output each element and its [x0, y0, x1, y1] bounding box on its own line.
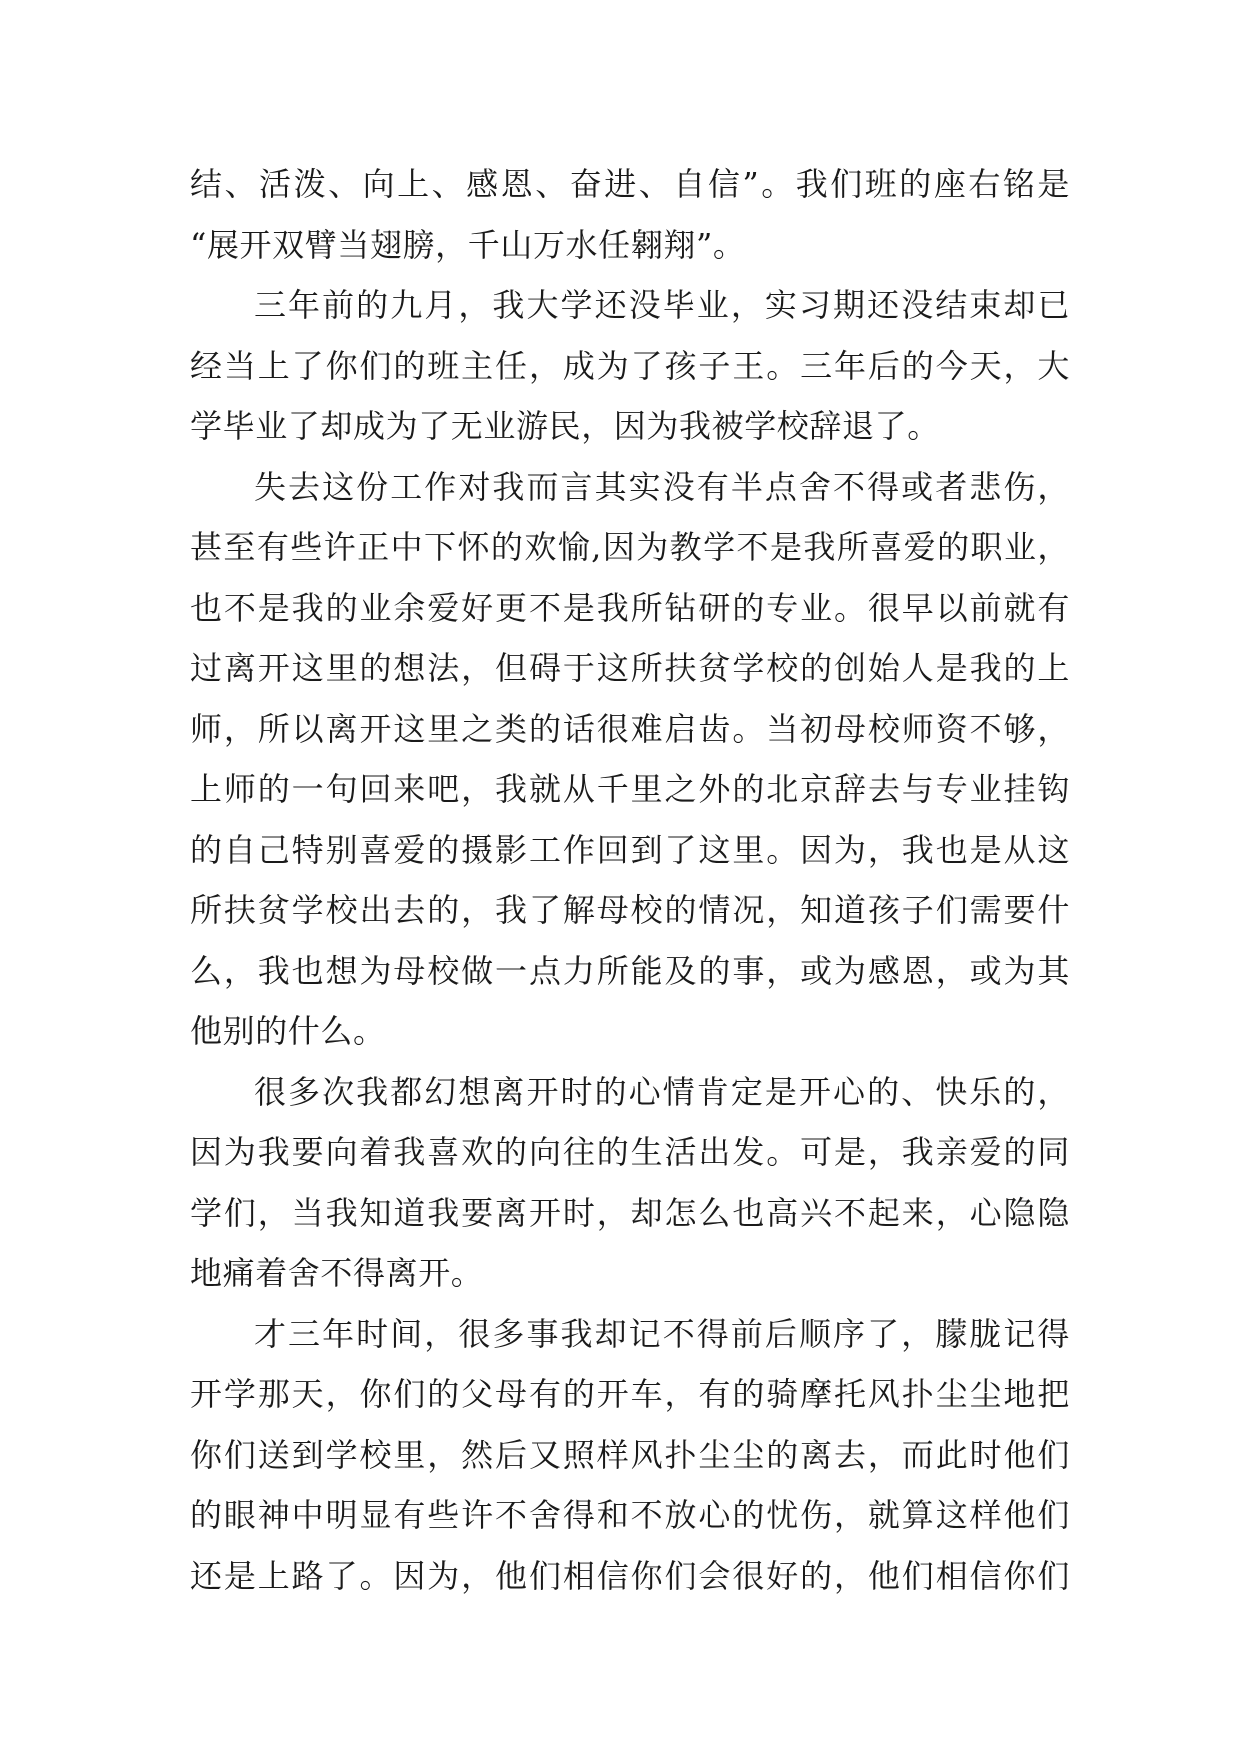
- text-line: 甚至有些许正中下怀的欢愉,因为教学不是我所喜爱的职业，: [190, 528, 1070, 566]
- text-line: 的自己特别喜爱的摄影工作回到了这里。因为，我也是从这: [190, 830, 1070, 869]
- document-body: [190, 154, 1070, 1606]
- text-line: 他别的什么。: [190, 1012, 386, 1050]
- text-line: 很多次我都幻想离开时的心情肯定是开心的、快乐的，: [254, 1072, 1070, 1111]
- text-line: 你们送到学校里，然后又照样风扑尘尘的离去，而此时他们: [190, 1435, 1070, 1474]
- text-line: 结、活泼、向上、感恩、奋进、自信”。我们班的座右铭是: [190, 165, 1070, 203]
- text-line: 的眼神中明显有些许不舍得和不放心的忧伤，就算这样他们: [190, 1496, 1070, 1534]
- text-line: 也不是我的业余爱好更不是我所钻研的专业。很早以前就有: [190, 588, 1070, 627]
- text-line: 还是上路了。因为，他们相信你们会很好的，他们相信你们: [190, 1556, 1070, 1595]
- text-line: 么，我也想为母校做一点力所能及的事，或为感恩，或为其: [190, 951, 1070, 990]
- text-line: 因为我要向着我喜欢的向往的生活出发。可是，我亲爱的同: [190, 1133, 1070, 1171]
- text-line: “展开双臂当翅膀，千山万水任翱翔”。: [190, 225, 746, 264]
- text-line: 所扶贫学校出去的，我了解母校的情况，知道孩子们需要什: [190, 891, 1070, 929]
- text-line: 才三年时间，很多事我却记不得前后顺序了，朦胧记得: [254, 1314, 1070, 1353]
- text-line: 开学那天，你们的父母有的开车，有的骑摩托风扑尘尘地把: [190, 1375, 1070, 1413]
- text-line: 失去这份工作对我而言其实没有半点舍不得或者悲伤，: [254, 467, 1070, 506]
- text-line: 上师的一句回来吧，我就从千里之外的北京辞去与专业挂钩: [190, 770, 1070, 808]
- text-line: 三年前的九月，我大学还没毕业，实习期还没结束却已: [254, 286, 1070, 324]
- text-line: 师，所以离开这里之类的话很难启齿。当初母校师资不够，: [190, 709, 1070, 748]
- text-line: 过离开这里的想法，但碍于这所扶贫学校的创始人是我的上: [190, 649, 1070, 687]
- text-line: 地痛着舍不得离开。: [190, 1254, 484, 1292]
- text-line: 经当上了你们的班主任，成为了孩子王。三年后的今天，大: [190, 346, 1070, 385]
- text-line: 学毕业了却成为了无业游民，因为我被学校辞退了。: [190, 407, 940, 445]
- text-line: 学们，当我知道我要离开时，却怎么也高兴不起来，心隐隐: [190, 1193, 1070, 1232]
